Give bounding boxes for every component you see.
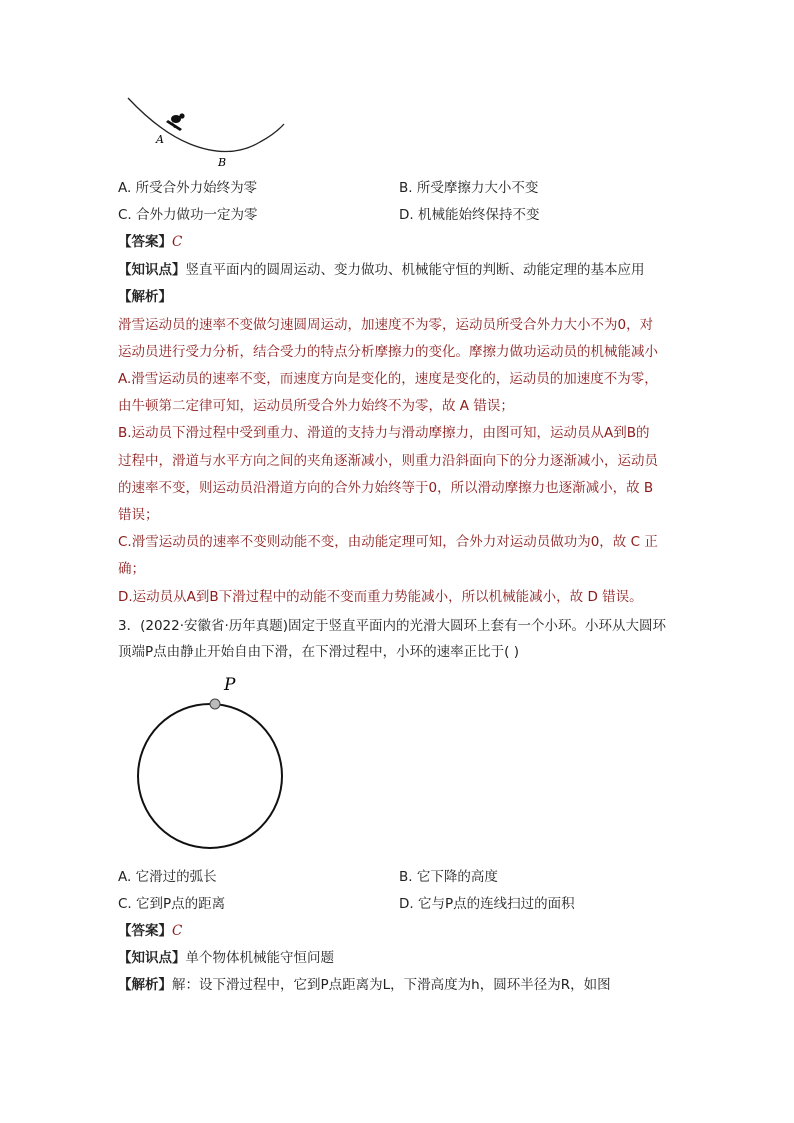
q2-analysis-label: 【解析】 (118, 289, 172, 305)
skier-icon (166, 113, 185, 131)
q3-stem-line2: 顶端P点由静止开始自由下滑，在下滑过程中，小环的速率正比于( ) (118, 644, 519, 660)
analysis-line: D.运动员从A到B下滑过程中的动能不变而重力势能减小，所以机械能减小，故 D 错误。 (118, 589, 643, 605)
q3-option-d[interactable]: D. 它与P点的连线扫过的面积 (399, 896, 575, 912)
slope-arc (128, 98, 284, 152)
option-c[interactable]: C. 合外力做功一定为零 (118, 207, 258, 223)
analysis-line: 的速率不变，则运动员沿滑道方向的合外力始终等于0，所以滑动摩擦力也逐渐减小，故 B (118, 480, 654, 496)
q2-answer (118, 233, 182, 251)
q3-answer-value: C (172, 923, 183, 939)
analysis-line: C.滑雪运动员的速率不变则动能不变，由动能定理可知，合外力对运动员做功为0，故 C 正 (118, 534, 658, 550)
q3-answer-label: 【答案】 (118, 923, 172, 939)
q3-analysis (118, 976, 611, 994)
ski-slope-figure (120, 92, 300, 172)
label-b: B (218, 156, 227, 169)
analysis-line: B.运动员下滑过程中受到重力、滑道的支持力与滑动摩擦力，由图可知，运动员从A到B的 (118, 425, 650, 441)
q3-stem-line1: 3．(2022·安徽省·历年真题)固定于竖直平面内的光滑大圆环上套有一个小环。小环从大圆环 (118, 618, 667, 634)
q3-knowledge-text: 单个物体机械能守恒问题 (185, 950, 334, 966)
ring-figure (125, 670, 295, 855)
analysis-line: A.滑雪运动员的速率不变，而速度方向是变化的，速度是变化的，运动员的加速度不为零， (118, 371, 658, 387)
analysis-line: 错误； (118, 507, 159, 523)
answer-label: 【答案】 (118, 234, 172, 250)
option-a[interactable]: A. 所受合外力始终为零 (118, 180, 258, 196)
small-ring (210, 699, 220, 709)
answer-value: C (172, 234, 183, 250)
option-d[interactable]: D. 机械能始终保持不变 (399, 207, 540, 223)
q3-knowledge (118, 949, 334, 967)
knowledge-label: 【知识点】 (118, 262, 186, 278)
large-ring (138, 704, 282, 848)
q2-knowledge (118, 261, 645, 279)
analysis-line: 确； (118, 561, 145, 577)
knowledge-text: 竖直平面内的圆周运动、变力做功、机械能守恒的判断、动能定理的基本应用 (185, 262, 645, 278)
q3-knowledge-label: 【知识点】 (118, 950, 186, 966)
analysis-line: 滑雪运动员的速率不变做匀速圆周运动，加速度不为零，运动员所受合外力大小不为0，对 (118, 317, 654, 333)
q3-analysis-text: 解：设下滑过程中，它到P点距离为L，下滑高度为h，圆环半径为R，如图 (172, 977, 611, 993)
q3-answer (118, 922, 182, 940)
analysis-line: 由牛顿第二定律可知，运动员所受合外力始终不为零，故 A 错误； (118, 398, 514, 414)
analysis-line: 运动员进行受力分析，结合受力的特点分析摩擦力的变化。摩擦力做功运动员的机械能减小 (118, 344, 658, 360)
option-b[interactable]: B. 所受摩擦力大小不变 (399, 180, 539, 196)
label-a: A (156, 133, 164, 146)
analysis-line: 过程中，滑道与水平方向之间的夹角逐渐减小，则重力沿斜面向下的分力逐渐减小，运动员 (118, 453, 658, 469)
q3-analysis-label: 【解析】 (118, 977, 172, 993)
label-p: P (224, 675, 236, 695)
q3-option-c[interactable]: C. 它到P点的距离 (118, 896, 226, 912)
q3-option-a[interactable]: A. 它滑过的弧长 (118, 869, 217, 885)
q3-option-b[interactable]: B. 它下降的高度 (399, 869, 498, 885)
